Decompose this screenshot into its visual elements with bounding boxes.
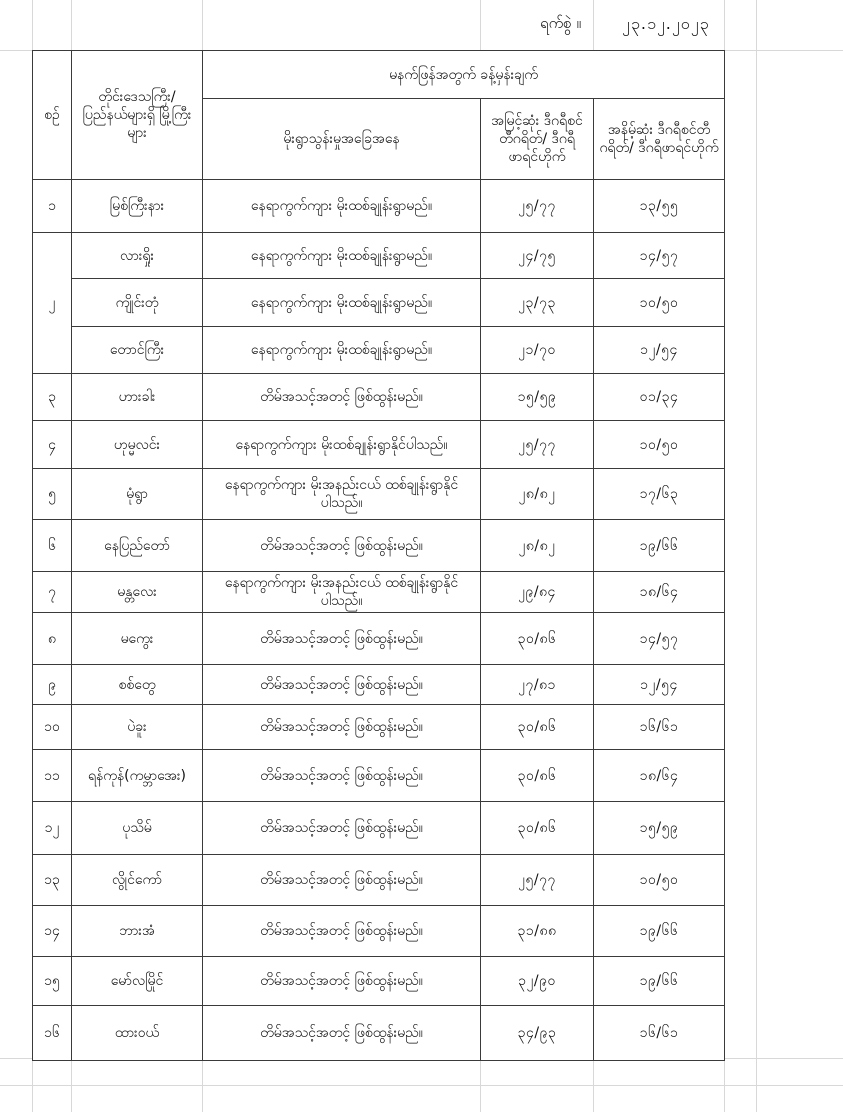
header-max-temp: အမြင့်ဆုံး ဒီဂရီစင်တီဂရိတ်/ ဒီဂရီဖာရင်ဟိုက် (481, 99, 594, 180)
row-city: လားရှိုး (72, 233, 203, 279)
row-no: ၁၀ (33, 705, 72, 750)
row-min-temp: ၁၀/၅၀ (594, 855, 725, 906)
row-max-temp: ၁၅/၅၉ (481, 374, 594, 421)
row-city: တောင်ကြီး (72, 327, 203, 374)
header-no: စဉ် (33, 51, 72, 180)
table-row (33, 180, 725, 233)
row-city: ပဲခူး (72, 705, 203, 750)
row-condition: တိမ်အသင့်အတင့် ဖြစ်ထွန်းမည်။ (203, 374, 481, 421)
table-row (33, 1006, 725, 1061)
row-city: ဘားအံ (72, 906, 203, 957)
row-min-temp: ၀၁/၃၄ (594, 374, 725, 421)
row-min-temp: ၁၂/၅၄ (594, 327, 725, 374)
table-row (33, 469, 725, 520)
row-city: ကျိုင်းတုံ (72, 279, 203, 327)
row-no: ၁၁ (33, 750, 72, 802)
row-max-temp: ၃၀/၈၆ (481, 613, 594, 665)
row-city: ထားဝယ် (72, 1006, 203, 1061)
table-row (33, 750, 725, 802)
grid-line (0, 1085, 843, 1086)
table-row (33, 855, 725, 906)
row-min-temp: ၁၆/၆၁ (594, 1006, 725, 1061)
row-condition: တိမ်အသင့်အတင့် ဖြစ်ထွန်းမည်။ (203, 665, 481, 705)
row-max-temp: ၂၅/၇၇ (481, 180, 594, 233)
row-condition: တိမ်အသင့်အတင့် ဖြစ်ထွန်းမည်။ (203, 906, 481, 957)
row-city: ဟားခါး (72, 374, 203, 421)
row-condition: တိမ်အသင့်အတင့် ဖြစ်ထွန်းမည်။ (203, 750, 481, 802)
row-city: ပုသိမ် (72, 802, 203, 855)
row-no: ၉ (33, 665, 72, 705)
header-rain-condition: မိုးရွာသွန်းမှုအခြေအနေ (203, 99, 481, 180)
table-row (33, 572, 725, 613)
forecast-table (32, 50, 725, 1061)
row-condition: နေရာကွက်ကျား မိုးအနည်းငယ် ထစ်ချုန်းရွာနိုင်ပါသည်။ (203, 469, 481, 520)
table-row (33, 957, 725, 1006)
row-no: ၂ (33, 233, 72, 374)
row-no: ၁၃ (33, 855, 72, 906)
row-max-temp: ၂၁/၇၀ (481, 327, 594, 374)
row-max-temp: ၃၀/၈၆ (481, 750, 594, 802)
row-min-temp: ၁၂/၅၄ (594, 665, 725, 705)
row-min-temp: ၁၈/၆၄ (594, 572, 725, 613)
row-condition: နေရာကွက်ကျား မိုးထစ်ချုန်းရွာမည်။ (203, 233, 481, 279)
row-max-temp: ၂၅/၇၇ (481, 421, 594, 469)
row-no: ၇ (33, 572, 72, 613)
row-max-temp: ၃၄/၉၃ (481, 1006, 594, 1061)
row-max-temp: ၂၃/၇၃ (481, 279, 594, 327)
row-min-temp: ၁၀/၅၀ (594, 279, 725, 327)
row-no: ၃ (33, 374, 72, 421)
row-condition: တိမ်အသင့်အတင့် ဖြစ်ထွန်းမည်။ (203, 705, 481, 750)
row-condition: နေရာကွက်ကျား မိုးထစ်ချုန်းရွာမည်။ (203, 180, 481, 233)
row-no: ၁၄ (33, 906, 72, 957)
table-row (33, 705, 725, 750)
header-min-temp: အနိမ့်ဆုံး ဒီဂရီစင်တီဂရိတ်/ ဒီဂရီဖာရင်ဟိုက် (594, 99, 725, 180)
row-condition: နေရာကွက်ကျား မိုးအနည်းငယ် ထစ်ချုန်းရွာနိုင်ပါသည်။ (203, 572, 481, 613)
row-condition: တိမ်အသင့်အတင့် ဖြစ်ထွန်းမည်။ (203, 1006, 481, 1061)
row-min-temp: ၁၉/၆၆ (594, 520, 725, 572)
row-condition: နေရာကွက်ကျား မိုးထစ်ချုန်းရွာမည်။ (203, 327, 481, 374)
header-region: တိုင်းဒေသကြီး/ ပြည်နယ်များရှိ မြို့ကြီးများ (72, 51, 203, 180)
date-value: ၂၃.၁၂.၂၀၂၃ (622, 14, 710, 33)
row-city: လွိုင်ကော် (72, 855, 203, 906)
row-min-temp: ၁၀/၅၀ (594, 421, 725, 469)
table-row (33, 421, 725, 469)
row-city: မကွေး (72, 613, 203, 665)
row-max-temp: ၂၉/၈၄ (481, 572, 594, 613)
grid-line (756, 0, 757, 1112)
row-no: ၆ (33, 520, 72, 572)
row-min-temp: ၁၅/၅၉ (594, 802, 725, 855)
row-min-temp: ၁၉/၆၆ (594, 957, 725, 1006)
row-min-temp: ၁၇/၆၃ (594, 469, 725, 520)
header-forecast-group: မနက်ဖြန်အတွက် ခန့်မှန်းချက် (203, 51, 725, 99)
row-max-temp: ၂၅/၇၇ (481, 855, 594, 906)
table-row (33, 520, 725, 572)
row-max-temp: ၃၂/၉၀ (481, 957, 594, 1006)
row-no: ၁၆ (33, 1006, 72, 1061)
table-row (33, 327, 725, 374)
row-max-temp: ၂၈/၈၂ (481, 520, 594, 572)
row-min-temp: ၁၃/၅၅ (594, 180, 725, 233)
row-no: ၄ (33, 421, 72, 469)
row-min-temp: ၁၄/၅၇ (594, 233, 725, 279)
row-city: ရန်ကုန်(ကမ္ဘာအေး) (72, 750, 203, 802)
table-row (33, 374, 725, 421)
row-no: ၈ (33, 613, 72, 665)
row-max-temp: ၂၄/၇၅ (481, 233, 594, 279)
row-city: မြစ်ကြီးနား (72, 180, 203, 233)
row-condition: နေရာကွက်ကျား မိုးထစ်ချုန်းရွာမည်။ (203, 279, 481, 327)
row-city: မန္တလေး (72, 572, 203, 613)
table-row (33, 665, 725, 705)
date-label: ရက်စွဲ ။ (540, 14, 582, 32)
table-row (33, 613, 725, 665)
row-city: နေပြည်တော် (72, 520, 203, 572)
row-condition: နေရာကွက်ကျား မိုးထစ်ချုန်းရွာနိုင်ပါသည်။ (203, 421, 481, 469)
row-max-temp: ၂၈/၈၂ (481, 469, 594, 520)
row-min-temp: ၁၆/၆၁ (594, 705, 725, 750)
row-no: ၁၂ (33, 802, 72, 855)
row-min-temp: ၁၄/၅၇ (594, 613, 725, 665)
date-area (480, 0, 724, 50)
row-max-temp: ၃၀/၈၆ (481, 802, 594, 855)
row-min-temp: ၁၉/၆၆ (594, 906, 725, 957)
row-no: ၁၅ (33, 957, 72, 1006)
row-condition: တိမ်အသင့်အတင့် ဖြစ်ထွန်းမည်။ (203, 802, 481, 855)
row-city: မုံရွာ (72, 469, 203, 520)
row-condition: တိမ်အသင့်အတင့် ဖြစ်ထွန်းမည်။ (203, 613, 481, 665)
row-condition: တိမ်အသင့်အတင့် ဖြစ်ထွန်းမည်။ (203, 855, 481, 906)
row-max-temp: ၂၇/၈၁ (481, 665, 594, 705)
row-condition: တိမ်အသင့်အတင့် ဖြစ်ထွန်းမည်။ (203, 957, 481, 1006)
row-city: စစ်တွေ (72, 665, 203, 705)
table-row (33, 233, 725, 279)
row-min-temp: ၁၈/၆၄ (594, 750, 725, 802)
row-city: မော်လမြိုင် (72, 957, 203, 1006)
row-no: ၁ (33, 180, 72, 233)
row-city: ဟုမ္မလင်း (72, 421, 203, 469)
table-row (33, 906, 725, 957)
row-condition: တိမ်အသင့်အတင့် ဖြစ်ထွန်းမည်။ (203, 520, 481, 572)
table-row (33, 802, 725, 855)
row-max-temp: ၃၀/၈၆ (481, 705, 594, 750)
table-row (33, 279, 725, 327)
row-no: ၅ (33, 469, 72, 520)
row-max-temp: ၃၁/၈၈ (481, 906, 594, 957)
